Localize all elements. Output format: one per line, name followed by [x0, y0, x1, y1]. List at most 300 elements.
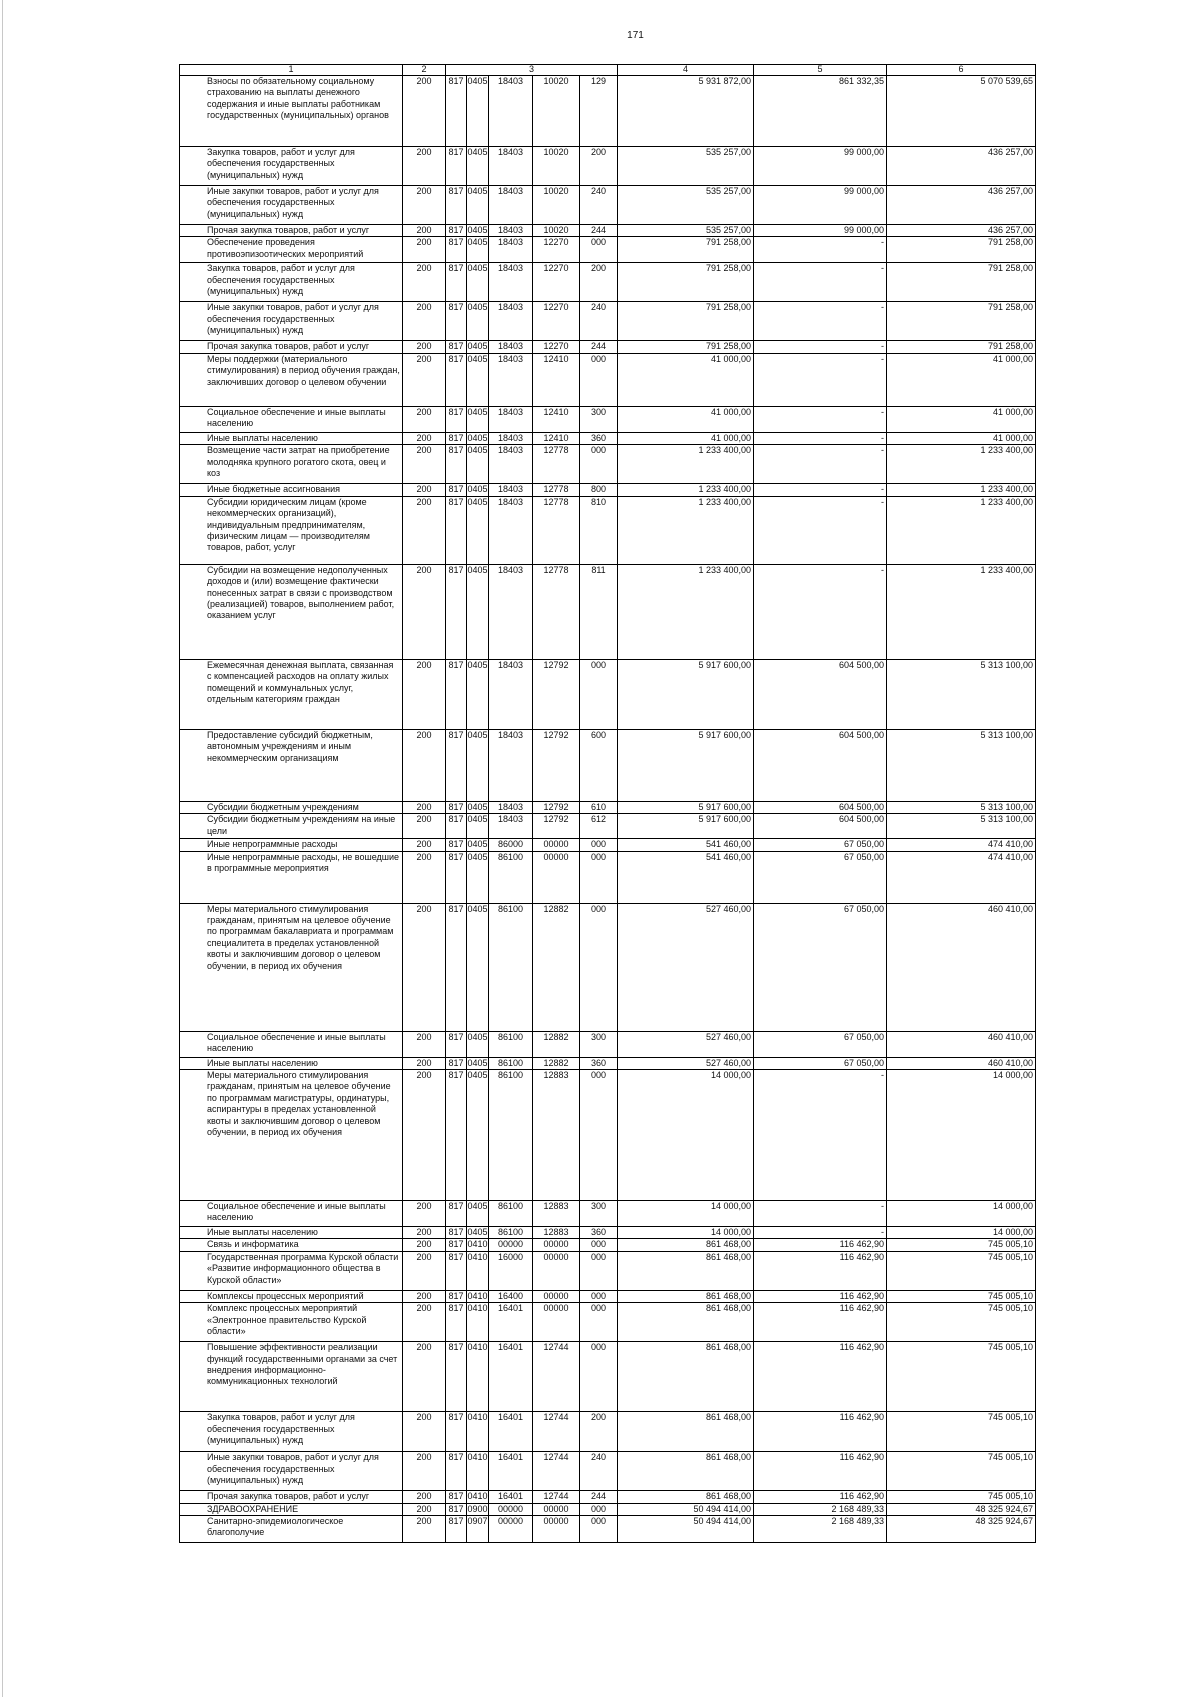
row-code-program: 18403 — [489, 445, 533, 484]
row-value-plan: 791 258,00 — [618, 341, 754, 353]
table-row — [180, 147, 1036, 186]
row-code-form: 200 — [403, 659, 446, 729]
row-code-direction: 12792 — [533, 801, 580, 813]
row-value-executed: 116 462,90 — [754, 1239, 887, 1251]
table-row — [180, 186, 1036, 225]
row-value-remaining: 1 233 400,00 — [887, 564, 1036, 659]
row-value-plan: 791 258,00 — [618, 263, 754, 302]
row-code-section: 0405 — [467, 147, 489, 186]
row-name: Субсидии бюджетным учреждениям — [180, 801, 403, 813]
row-code-direction: 12410 — [533, 406, 580, 432]
row-code-section: 0405 — [467, 406, 489, 432]
row-value-plan: 791 258,00 — [618, 302, 754, 341]
row-code-form: 200 — [403, 851, 446, 903]
row-value-plan: 861 468,00 — [618, 1251, 754, 1290]
row-code-type: 000 — [580, 659, 618, 729]
row-code-admin: 817 — [446, 801, 467, 813]
row-code-program: 16000 — [489, 1251, 533, 1290]
row-value-remaining: 14 000,00 — [887, 1226, 1036, 1238]
row-code-form: 200 — [403, 564, 446, 659]
table-row — [180, 801, 1036, 813]
table-row — [180, 1303, 1036, 1342]
row-value-remaining: 48 325 924,67 — [887, 1516, 1036, 1543]
table-row — [180, 341, 1036, 353]
row-value-executed: - — [754, 302, 887, 341]
row-code-program: 18403 — [489, 341, 533, 353]
row-code-type: 000 — [580, 839, 618, 851]
row-code-program: 18403 — [489, 659, 533, 729]
row-code-admin: 817 — [446, 1503, 467, 1515]
row-code-direction: 12744 — [533, 1412, 580, 1452]
row-code-section: 0405 — [467, 432, 488, 443]
row-code-direction: 00000 — [533, 839, 580, 851]
row-code-type: 129 — [580, 76, 618, 147]
row-value-plan: 1 233 400,00 — [618, 484, 754, 496]
row-name: Иные закупки товаров, работ и услуг для обеспечения государственных (муниципальных) нужд — [180, 302, 403, 341]
row-name: Иные непрограммные расходы — [180, 839, 403, 851]
row-code-type: 300 — [580, 406, 618, 432]
row-code-section: 0405 — [467, 225, 488, 235]
row-code-type: 300 — [580, 1200, 618, 1226]
row-code-section: 0410 — [467, 1491, 488, 1502]
row-code-direction: 12744 — [533, 1452, 580, 1491]
row-code-program: 86100 — [489, 1057, 533, 1069]
row-code-admin: 817 — [446, 851, 467, 903]
table-row — [180, 839, 1036, 851]
row-code-direction: 10020 — [533, 225, 580, 237]
row-value-plan: 861 468,00 — [618, 1412, 754, 1452]
row-name: Связь и информатика — [180, 1239, 403, 1251]
row-code-form: 200 — [403, 801, 446, 813]
row-code-form: 200 — [403, 1239, 446, 1251]
table-row — [180, 225, 1036, 237]
row-value-executed: 604 500,00 — [754, 729, 887, 801]
row-code-section: 0405 — [467, 237, 489, 263]
row-value-executed: 861 332,35 — [754, 76, 887, 147]
table-row — [180, 851, 1036, 903]
row-code-program: 16401 — [489, 1491, 533, 1503]
row-code-form: 200 — [403, 1057, 446, 1069]
header-col-3: 3 — [446, 65, 618, 76]
row-code-form: 200 — [403, 1503, 446, 1515]
row-value-executed: - — [754, 1200, 887, 1226]
row-code-section: 0405 — [467, 186, 489, 225]
row-value-remaining: 474 410,00 — [887, 851, 1036, 903]
table-row — [180, 353, 1036, 406]
row-code-admin: 817 — [446, 237, 467, 263]
row-code-form: 200 — [403, 1412, 446, 1452]
row-value-remaining: 745 005,10 — [887, 1303, 1036, 1342]
row-code-admin: 817 — [446, 263, 467, 302]
row-code-type: 000 — [580, 903, 618, 1031]
row-value-executed: 604 500,00 — [754, 814, 887, 839]
row-code-program: 18403 — [489, 496, 533, 564]
row-value-remaining: 745 005,10 — [887, 1290, 1036, 1302]
table-row — [180, 1516, 1036, 1543]
row-code-program: 16401 — [489, 1342, 533, 1412]
row-value-executed: - — [754, 263, 887, 302]
table-row — [180, 1412, 1036, 1452]
row-code-section: 0907 — [467, 1516, 489, 1543]
row-code-program: 18403 — [489, 484, 533, 496]
row-name: Социальное обеспечение и иные выплаты населению — [180, 1031, 403, 1057]
row-code-program: 18403 — [489, 225, 533, 237]
row-name: Социальное обеспечение и иные выплаты населению — [180, 406, 403, 432]
row-name: Прочая закупка товаров, работ и услуг — [180, 225, 403, 237]
row-code-type: 244 — [580, 225, 618, 237]
row-value-executed: - — [754, 353, 887, 406]
row-name: Повышение эффективности реализации функций государственными органами за счет внедрения информационно-коммуникационных технологий — [180, 1342, 403, 1412]
row-value-remaining: 791 258,00 — [887, 341, 1036, 353]
row-value-plan: 535 257,00 — [618, 147, 754, 186]
row-value-executed: - — [754, 1069, 887, 1200]
row-value-remaining: 460 410,00 — [887, 1031, 1036, 1057]
row-code-direction: 12744 — [533, 1491, 580, 1503]
row-code-section: 0410 — [467, 1290, 488, 1301]
row-code-admin: 817 — [446, 225, 467, 237]
row-code-program: 00000 — [489, 1239, 533, 1251]
row-value-plan: 527 460,00 — [618, 1057, 754, 1069]
row-code-admin: 817 — [446, 1516, 467, 1543]
row-code-admin: 817 — [446, 432, 467, 444]
row-code-form: 200 — [403, 1491, 446, 1503]
row-value-remaining: 5 313 100,00 — [887, 729, 1036, 801]
row-value-plan: 861 468,00 — [618, 1342, 754, 1412]
row-value-remaining: 5 313 100,00 — [887, 814, 1036, 839]
row-name: Иные выплаты населению — [180, 1057, 403, 1069]
row-code-program: 86100 — [489, 1031, 533, 1057]
row-value-remaining: 1 233 400,00 — [887, 496, 1036, 564]
row-code-admin: 817 — [446, 406, 467, 432]
table-row — [180, 1069, 1036, 1200]
row-value-plan: 541 460,00 — [618, 839, 754, 851]
row-value-executed: 2 168 489,33 — [754, 1503, 887, 1515]
row-code-type: 000 — [580, 1290, 618, 1302]
row-value-remaining: 745 005,10 — [887, 1412, 1036, 1452]
row-code-form: 200 — [403, 1226, 446, 1238]
row-code-form: 200 — [403, 1342, 446, 1412]
row-code-section: 0410 — [467, 1239, 488, 1250]
row-code-type: 200 — [580, 263, 618, 302]
row-value-remaining: 1 233 400,00 — [887, 445, 1036, 484]
row-code-type: 360 — [580, 1226, 618, 1238]
row-code-admin: 817 — [446, 1251, 467, 1290]
table-row — [180, 903, 1036, 1031]
row-code-form: 200 — [403, 1200, 446, 1226]
row-value-plan: 861 468,00 — [618, 1290, 754, 1302]
row-code-direction: 12270 — [533, 341, 580, 353]
row-code-section: 0410 — [467, 1342, 489, 1412]
row-value-plan: 5 931 872,00 — [618, 76, 754, 147]
row-value-plan: 861 468,00 — [618, 1452, 754, 1491]
table-row — [180, 1200, 1036, 1226]
row-value-executed: 604 500,00 — [754, 801, 887, 813]
row-value-remaining: 5 070 539,65 — [887, 76, 1036, 147]
row-code-admin: 817 — [446, 1452, 467, 1491]
row-value-remaining: 5 313 100,00 — [887, 801, 1036, 813]
row-value-executed: 116 462,90 — [754, 1290, 887, 1302]
row-code-section: 0405 — [467, 302, 489, 341]
row-code-type: 200 — [580, 1412, 618, 1452]
row-code-section: 0405 — [467, 729, 489, 801]
row-code-type: 244 — [580, 341, 618, 353]
row-name: Государственная программа Курской области «Развитие информационного общества в Курской области» — [180, 1251, 403, 1290]
row-value-remaining: 1 233 400,00 — [887, 484, 1036, 496]
row-code-form: 200 — [403, 341, 446, 353]
row-code-admin: 817 — [446, 729, 467, 801]
row-code-type: 244 — [580, 1491, 618, 1503]
row-value-remaining: 41 000,00 — [887, 406, 1036, 432]
row-code-section: 0405 — [467, 839, 488, 850]
page-number: 171 — [627, 30, 644, 41]
table-row — [180, 1031, 1036, 1057]
row-code-type: 360 — [580, 1057, 618, 1069]
row-code-form: 200 — [403, 1290, 446, 1302]
row-code-form: 200 — [403, 903, 446, 1031]
row-code-type: 360 — [580, 432, 618, 444]
row-code-direction: 12744 — [533, 1342, 580, 1412]
row-code-program: 18403 — [489, 76, 533, 147]
row-code-direction: 12792 — [533, 814, 580, 839]
row-value-plan: 41 000,00 — [618, 432, 754, 444]
table-row — [180, 1491, 1036, 1503]
row-code-direction: 12882 — [533, 1057, 580, 1069]
row-code-direction: 12792 — [533, 659, 580, 729]
row-code-program: 16401 — [489, 1303, 533, 1342]
row-value-executed: - — [754, 341, 887, 353]
row-value-remaining: 745 005,10 — [887, 1491, 1036, 1503]
row-code-program: 18403 — [489, 353, 533, 406]
header-col-1: 1 — [180, 65, 403, 76]
table-row — [180, 302, 1036, 341]
row-code-program: 18403 — [489, 432, 533, 444]
row-value-plan: 14 000,00 — [618, 1226, 754, 1238]
row-code-type: 240 — [580, 186, 618, 225]
row-code-program: 00000 — [489, 1503, 533, 1515]
row-code-program: 16401 — [489, 1412, 533, 1452]
row-value-plan: 535 257,00 — [618, 186, 754, 225]
table-body — [180, 65, 1036, 1543]
row-value-executed: - — [754, 1226, 887, 1238]
row-value-remaining: 745 005,10 — [887, 1251, 1036, 1290]
row-code-admin: 817 — [446, 839, 467, 851]
row-value-executed: 67 050,00 — [754, 851, 887, 903]
row-value-plan: 1 233 400,00 — [618, 564, 754, 659]
row-code-form: 200 — [403, 729, 446, 801]
row-code-form: 200 — [403, 225, 446, 237]
row-code-form: 200 — [403, 814, 446, 839]
row-value-plan: 791 258,00 — [618, 237, 754, 263]
row-code-program: 00000 — [489, 1516, 533, 1543]
row-code-admin: 817 — [446, 445, 467, 484]
row-name: Комплекс процессных мероприятий «Электронное правительство Курской области» — [180, 1303, 403, 1342]
row-code-program: 18403 — [489, 814, 533, 839]
row-code-type: 000 — [580, 237, 618, 263]
row-name: Иные выплаты населению — [180, 432, 403, 444]
row-name: Иные выплаты населению — [180, 1226, 403, 1238]
row-value-executed: 116 462,90 — [754, 1303, 887, 1342]
row-code-direction: 12792 — [533, 729, 580, 801]
row-code-type: 800 — [580, 484, 618, 496]
row-code-direction: 00000 — [533, 1251, 580, 1290]
row-code-section: 0405 — [467, 341, 488, 352]
row-name: Меры материального стимулирования гражданам, принятым на целевое обучение по программам бакалавриата и программам специалитета в пределах установленной квоты и заключившим договор о целевом обучении, в период их обучения — [180, 903, 403, 1031]
row-code-direction: 12778 — [533, 445, 580, 484]
row-code-type: 810 — [580, 496, 618, 564]
row-name: Субсидии юридическим лицам (кроме некоммерческих организаций), индивидуальным предпринимателям, физическим лицам — производителям товаров, работ, услуг — [180, 496, 403, 564]
table-row — [180, 1452, 1036, 1491]
row-code-admin: 817 — [446, 1491, 467, 1503]
row-code-admin: 817 — [446, 1303, 467, 1342]
row-value-remaining: 745 005,10 — [887, 1452, 1036, 1491]
row-value-plan: 535 257,00 — [618, 225, 754, 237]
row-code-form: 200 — [403, 445, 446, 484]
row-name: ЗДРАВООХРАНЕНИЕ — [180, 1503, 403, 1515]
row-code-direction: 12270 — [533, 237, 580, 263]
row-value-plan: 541 460,00 — [618, 851, 754, 903]
row-code-section: 0405 — [467, 1057, 488, 1068]
row-code-form: 200 — [403, 1303, 446, 1342]
row-value-remaining: 791 258,00 — [887, 237, 1036, 263]
table-row — [180, 484, 1036, 496]
row-value-remaining: 14 000,00 — [887, 1069, 1036, 1200]
row-code-admin: 817 — [446, 76, 467, 147]
row-code-program: 18403 — [489, 237, 533, 263]
row-code-direction: 10020 — [533, 147, 580, 186]
row-value-executed: 99 000,00 — [754, 186, 887, 225]
row-value-remaining: 474 410,00 — [887, 839, 1036, 851]
row-code-type: 600 — [580, 729, 618, 801]
row-value-remaining: 460 410,00 — [887, 903, 1036, 1031]
row-value-executed: 67 050,00 — [754, 903, 887, 1031]
row-value-executed: 67 050,00 — [754, 839, 887, 851]
table-row — [180, 1251, 1036, 1290]
row-code-form: 200 — [403, 406, 446, 432]
row-name: Закупка товаров, работ и услуг для обеспечения государственных (муниципальных) нужд — [180, 147, 403, 186]
row-code-admin: 817 — [446, 814, 467, 839]
row-value-plan: 5 917 600,00 — [618, 814, 754, 839]
row-code-direction: 12270 — [533, 263, 580, 302]
row-code-admin: 817 — [446, 659, 467, 729]
row-value-executed: - — [754, 496, 887, 564]
row-code-section: 0405 — [467, 496, 489, 564]
row-code-direction: 12270 — [533, 302, 580, 341]
row-code-section: 0405 — [467, 1031, 489, 1057]
row-code-admin: 817 — [446, 564, 467, 659]
table-row — [180, 1057, 1036, 1069]
row-value-plan: 41 000,00 — [618, 406, 754, 432]
row-code-type: 610 — [580, 801, 618, 813]
row-code-direction: 12882 — [533, 1031, 580, 1057]
row-value-executed: 116 462,90 — [754, 1342, 887, 1412]
row-code-admin: 817 — [446, 147, 467, 186]
row-value-remaining: 791 258,00 — [887, 302, 1036, 341]
row-code-form: 200 — [403, 147, 446, 186]
row-value-remaining: 5 313 100,00 — [887, 659, 1036, 729]
row-value-plan: 50 494 414,00 — [618, 1516, 754, 1543]
row-value-plan: 527 460,00 — [618, 1031, 754, 1057]
row-value-executed: 99 000,00 — [754, 147, 887, 186]
row-code-form: 200 — [403, 496, 446, 564]
row-code-admin: 817 — [446, 186, 467, 225]
row-value-remaining: 791 258,00 — [887, 263, 1036, 302]
row-code-admin: 817 — [446, 1069, 467, 1200]
row-code-type: 240 — [580, 1452, 618, 1491]
row-code-section: 0405 — [467, 1069, 489, 1200]
row-code-form: 200 — [403, 302, 446, 341]
row-code-program: 86100 — [489, 851, 533, 903]
row-code-type: 811 — [580, 564, 618, 659]
row-code-form: 200 — [403, 839, 446, 851]
row-code-type: 000 — [580, 445, 618, 484]
row-value-executed: 67 050,00 — [754, 1031, 887, 1057]
row-value-executed: 67 050,00 — [754, 1057, 887, 1069]
row-code-type: 000 — [580, 1516, 618, 1543]
row-code-direction: 12410 — [533, 353, 580, 406]
table-row — [180, 1239, 1036, 1251]
row-name: Иные бюджетные ассигнования — [180, 484, 403, 496]
table-row — [180, 729, 1036, 801]
row-code-form: 200 — [403, 484, 446, 496]
row-value-remaining: 436 257,00 — [887, 186, 1036, 225]
row-value-plan: 5 917 600,00 — [618, 659, 754, 729]
row-name: Ежемесячная денежная выплата, связанная с компенсацией расходов на оплату жилых помещений и коммунальных услуг, отдельным категориям граждан — [180, 659, 403, 729]
row-code-form: 200 — [403, 1251, 446, 1290]
row-code-form: 200 — [403, 263, 446, 302]
header-col-4: 4 — [618, 65, 754, 76]
row-code-section: 0405 — [467, 484, 488, 495]
row-code-section: 0405 — [467, 445, 489, 484]
row-name: Обеспечение проведения противоэпизоотических мероприятий — [180, 237, 403, 263]
row-value-executed: - — [754, 564, 887, 659]
row-code-section: 0405 — [467, 903, 489, 1031]
row-code-direction: 12883 — [533, 1069, 580, 1200]
row-code-admin: 817 — [446, 1290, 467, 1302]
row-code-section: 0405 — [467, 353, 489, 406]
row-code-form: 200 — [403, 1452, 446, 1491]
row-code-direction: 00000 — [533, 1503, 580, 1515]
row-name: Комплексы процессных мероприятий — [180, 1290, 403, 1302]
row-name: Иные закупки товаров, работ и услуг для обеспечения государственных (муниципальных) нужд — [180, 1452, 403, 1491]
row-code-direction: 10020 — [533, 76, 580, 147]
row-value-executed: - — [754, 406, 887, 432]
row-value-plan: 5 917 600,00 — [618, 729, 754, 801]
row-code-admin: 817 — [446, 1412, 467, 1452]
row-code-section: 0405 — [467, 76, 489, 147]
row-code-type: 000 — [580, 1251, 618, 1290]
header-col-2: 2 — [403, 65, 446, 76]
row-code-program: 86100 — [489, 1226, 533, 1238]
row-value-plan: 861 468,00 — [618, 1303, 754, 1342]
row-name: Прочая закупка товаров, работ и услуг — [180, 1491, 403, 1503]
row-value-executed: - — [754, 432, 887, 444]
row-value-executed: 116 462,90 — [754, 1491, 887, 1503]
row-code-section: 0405 — [467, 814, 489, 839]
row-name: Иные закупки товаров, работ и услуг для обеспечения государственных (муниципальных) нужд — [180, 186, 403, 225]
row-value-plan: 50 494 414,00 — [618, 1503, 754, 1515]
row-code-type: 000 — [580, 353, 618, 406]
row-code-direction: 12778 — [533, 484, 580, 496]
row-code-direction: 12883 — [533, 1200, 580, 1226]
table-row — [180, 814, 1036, 839]
row-code-program: 18403 — [489, 729, 533, 801]
row-value-remaining: 460 410,00 — [887, 1057, 1036, 1069]
row-value-remaining: 436 257,00 — [887, 147, 1036, 186]
table-row — [180, 1342, 1036, 1412]
row-code-form: 200 — [403, 76, 446, 147]
row-code-type: 000 — [580, 1342, 618, 1412]
row-value-executed: - — [754, 484, 887, 496]
